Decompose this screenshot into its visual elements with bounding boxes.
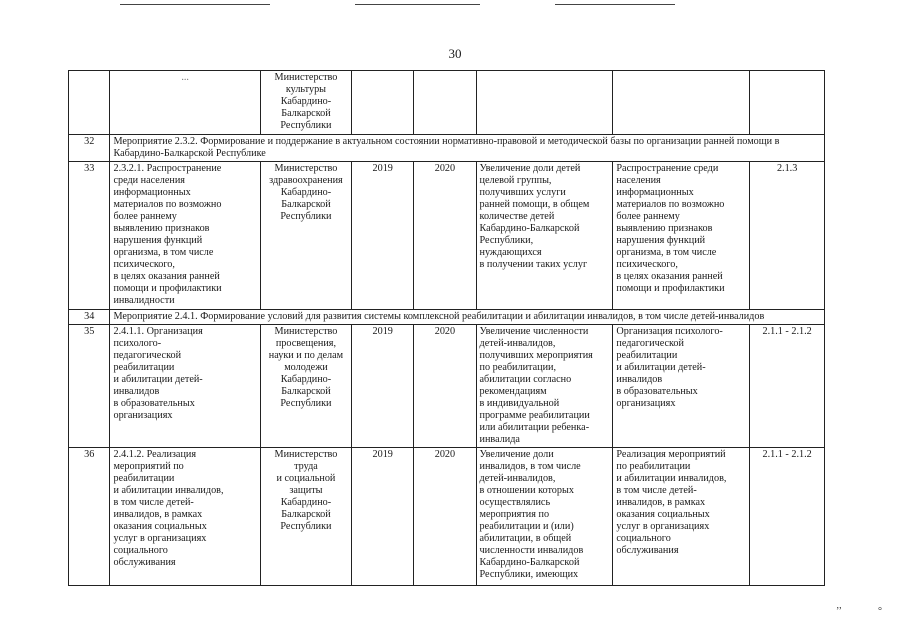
activities-table	[68, 70, 825, 586]
result-cell: Увеличение доли инвалидов, в том числе детей-инвалидов, в отношении которых осуществлялись мероприятия по реабилитации и (или) абилитации, в общей численности инвалидов Кабардино-Балкарской Республики, имеющих	[476, 448, 613, 586]
scan-mark: °	[878, 606, 882, 617]
table-row	[69, 448, 825, 586]
ministry-cell: Министерство труда и социальной защиты Кабардино- Балкарской Республики	[260, 448, 351, 586]
start-year-cell: 2019	[352, 325, 414, 448]
activity-name-cell: 2.4.1.2. Реализация мероприятий по реабилитации и абилитации инвалидов, в том числе детей- инвалидов, в рамках оказания социальных услуг в организациях социального обслуживания	[110, 448, 260, 586]
row-number-cell: 34	[69, 310, 110, 325]
result-cell: Увеличение доли детей целевой группы, получивших услуги ранней помощи, в общем количестве детей Кабардино-Балкарской Республики, нуждающихся в получении таких услуг	[476, 162, 613, 310]
start-year-cell	[352, 71, 414, 135]
indicator-cell: 2.1.3	[750, 162, 825, 310]
scan-artifact-line	[355, 4, 480, 5]
scan-artifact-line	[555, 4, 675, 5]
row-number-cell: 35	[69, 325, 110, 448]
direction-cell: Реализация мероприятий по реабилитации и абилитации инвалидов, в том числе детей- инвалидов, в рамках оказания социальных услуг в организациях социального обслуживания	[613, 448, 750, 586]
activity-name-cell: ...	[110, 71, 260, 135]
result-cell	[476, 71, 613, 135]
indicator-cell	[750, 71, 825, 135]
row-number-cell: 32	[69, 135, 110, 162]
start-year-cell: 2019	[352, 162, 414, 310]
result-cell: Увеличение численности детей-инвалидов, получивших мероприятия по реабилитации, абилитации согласно рекомендациям в индивидуальной программе реабилитации или абилитации ребенка- инвалида	[476, 325, 613, 448]
end-year-cell: 2020	[414, 448, 476, 586]
table-row	[69, 71, 825, 135]
measure-heading-cell: Мероприятие 2.3.2. Формирование и поддержание в актуальном состоянии нормативно-правовой и методической базы по организации ранней помощи в Кабардино-Балкарской Республике	[110, 135, 825, 162]
table-row	[69, 325, 825, 448]
activity-name-cell: 2.3.2.1. Распространение среди населения информационных материалов по возможно более раннему выявлению признаков нарушения функций организма, в том числе психического, в целях оказания ранней помощи и профилактики инвалидности	[110, 162, 260, 310]
ministry-cell: Министерство здравоохранения Кабардино- Балкарской Республики	[260, 162, 351, 310]
page-number: 30	[448, 46, 462, 61]
row-number-cell: 36	[69, 448, 110, 586]
ministry-cell: Министерство культуры Кабардино- Балкарской Республики	[260, 71, 351, 135]
row-number-cell	[69, 71, 110, 135]
table-row	[69, 310, 825, 325]
direction-cell	[613, 71, 750, 135]
table-row	[69, 162, 825, 310]
scan-artifact-line	[120, 4, 270, 5]
direction-cell: Организация психолого- педагогической реабилитации и абилитации детей- инвалидов в образовательных организациях	[613, 325, 750, 448]
end-year-cell	[414, 71, 476, 135]
end-year-cell: 2020	[414, 162, 476, 310]
ministry-cell: Министерство просвещения, науки и по делам молодежи Кабардино- Балкарской Республики	[260, 325, 351, 448]
end-year-cell: 2020	[414, 325, 476, 448]
start-year-cell: 2019	[352, 448, 414, 586]
measure-heading-cell: Мероприятие 2.4.1. Формирование условий для развития системы комплексной реабилитации и абилитации инвалидов, в том числе детей-инвалидов	[110, 310, 825, 325]
row-number-cell: 33	[69, 162, 110, 310]
activity-name-cell: 2.4.1.1. Организация психолого- педагогической реабилитации и абилитации детей- инвалидов в образовательных организациях	[110, 325, 260, 448]
scan-mark: ’’	[836, 606, 842, 617]
table-row	[69, 135, 825, 162]
direction-cell: Распространение среди населения информационных материалов по возможно более раннему выявлению признаков нарушения функций организма, в том числе психического, в целях оказания ранней помощи и профилактики	[613, 162, 750, 310]
indicator-cell: 2.1.1 - 2.1.2	[750, 325, 825, 448]
indicator-cell: 2.1.1 - 2.1.2	[750, 448, 825, 586]
